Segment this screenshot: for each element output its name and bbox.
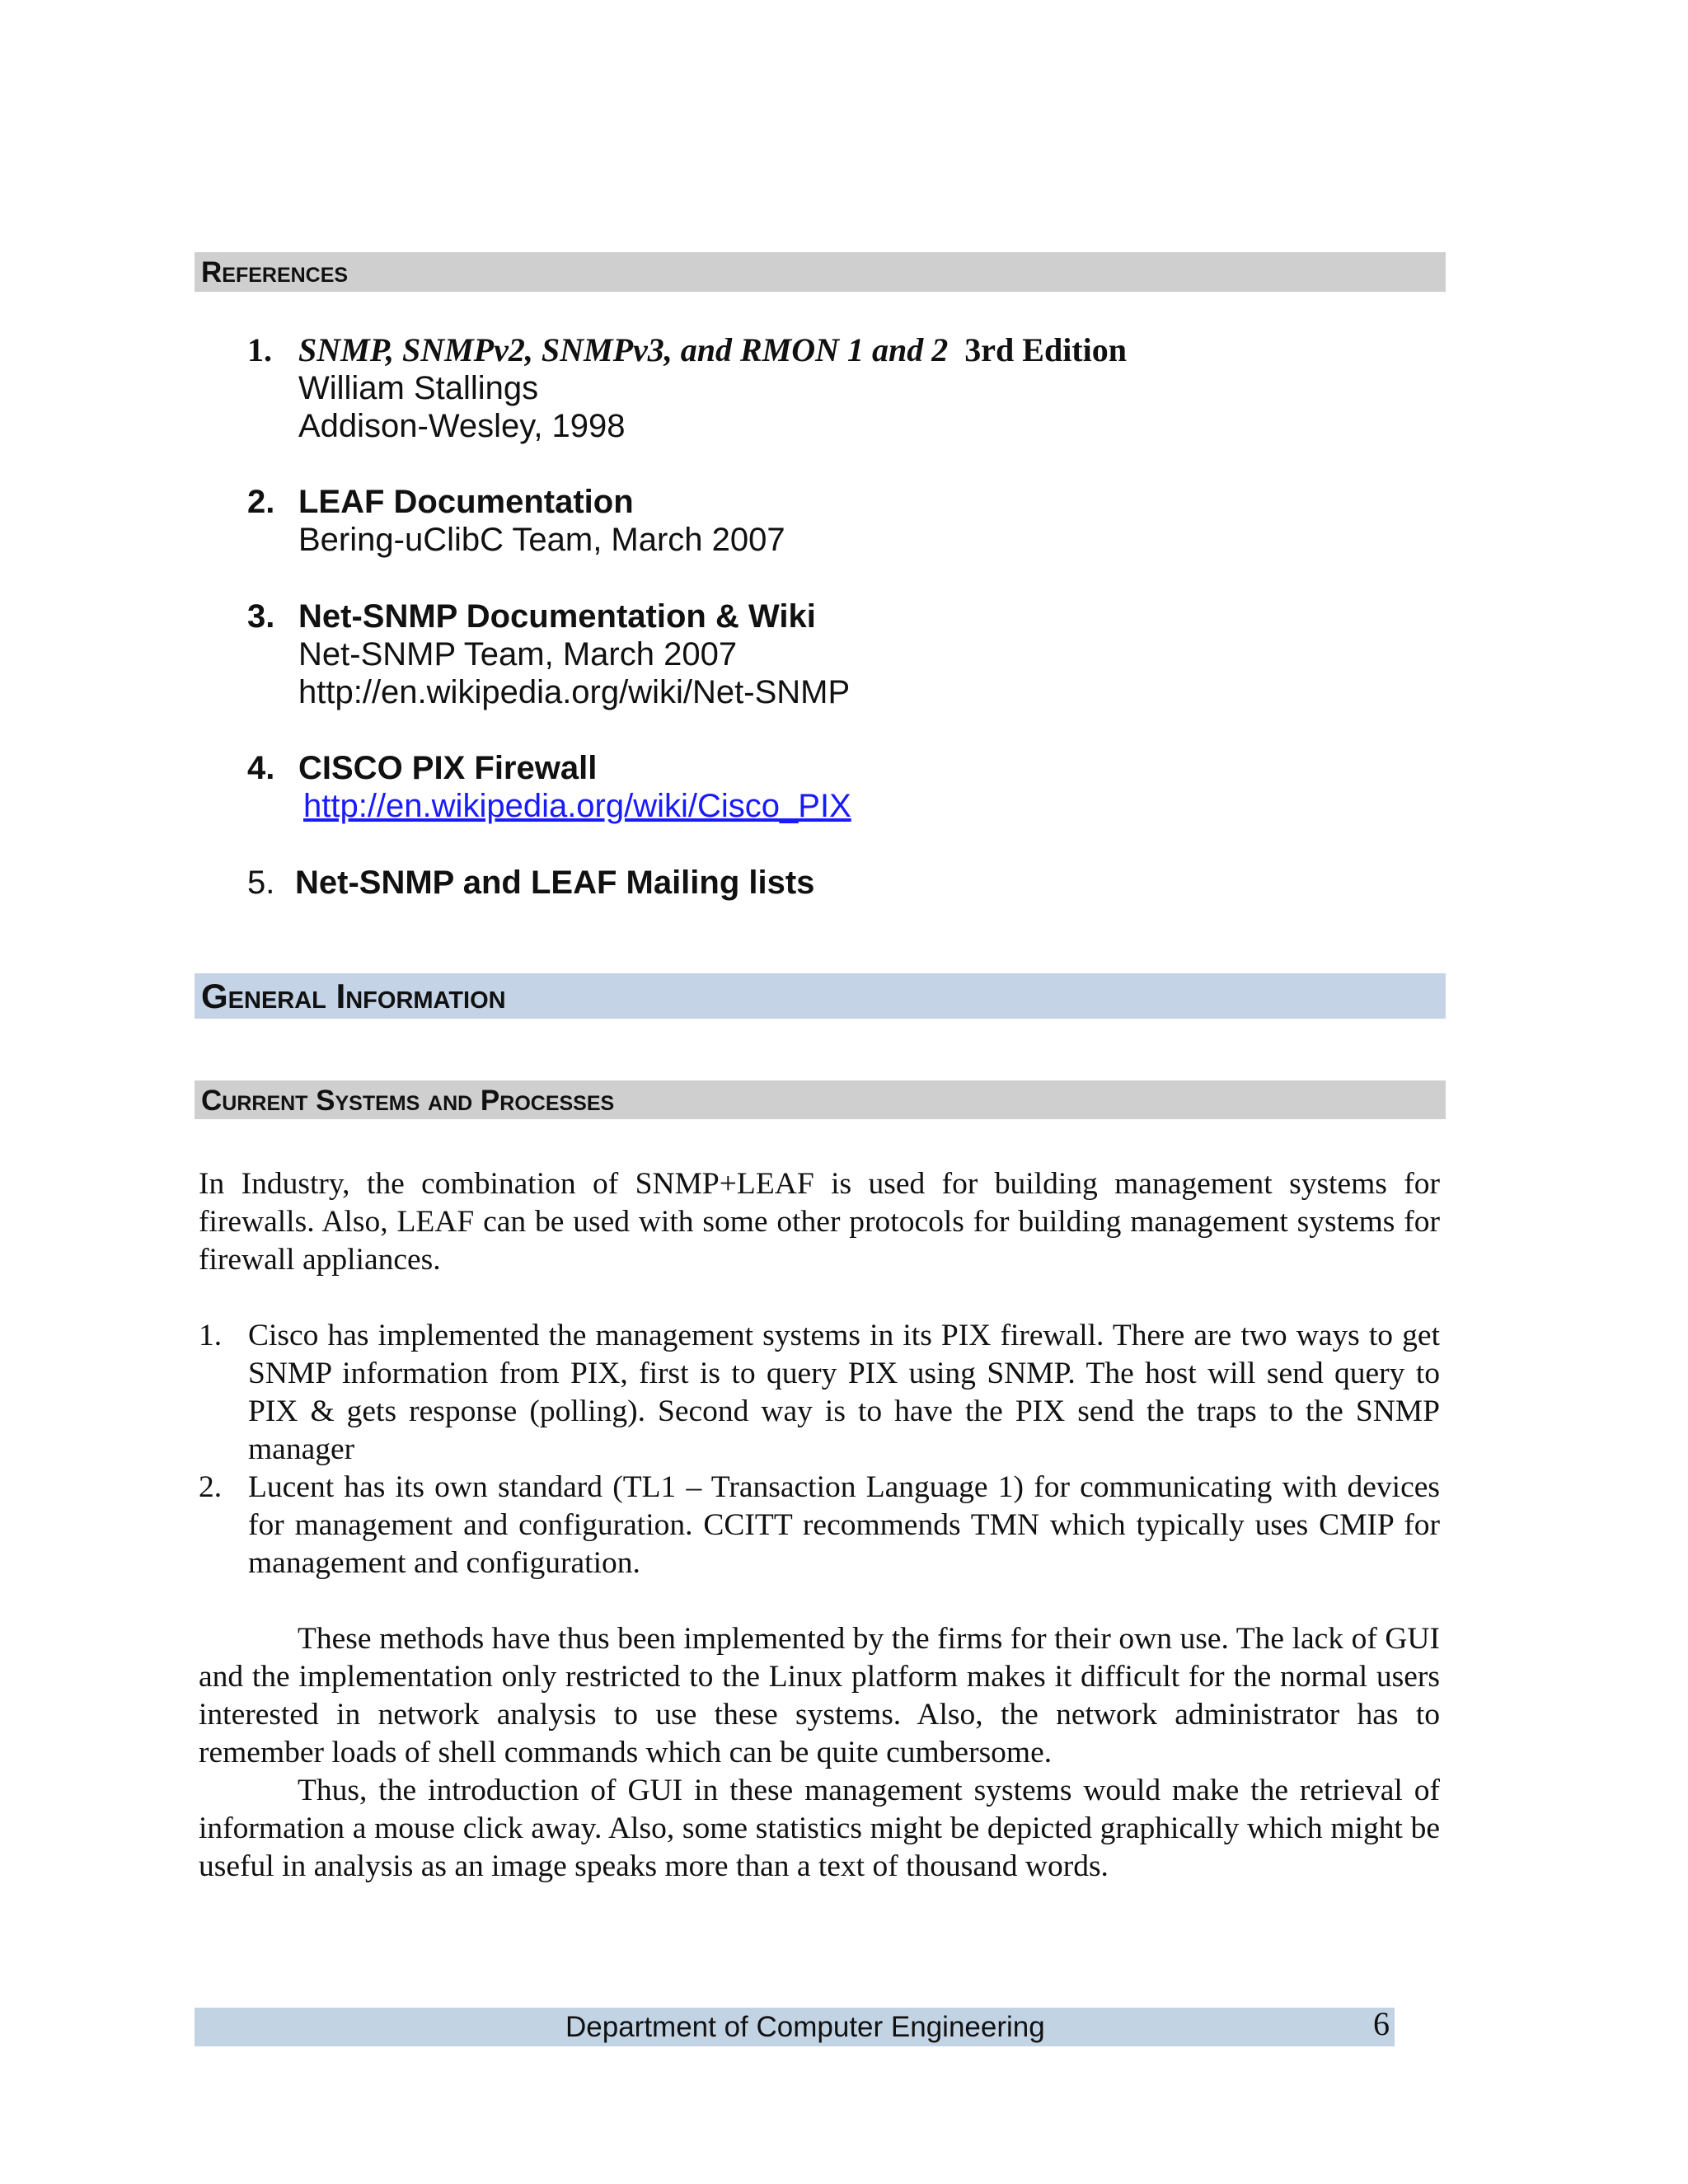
reference-title bbox=[298, 331, 1127, 369]
reference-number: 2. bbox=[247, 484, 275, 520]
list-item-text: Cisco has implemented the management systems in its PIX firewall. There are two ways to get SNMP information from PIX, first is to query PIX using SNMP. The host will send query to PIX & gets response (polling). Second way is to have the PIX send the traps to the SNMP manager bbox=[248, 1319, 1440, 1466]
reference-url: http://en.wikipedia.org/wiki/Net-SNMP bbox=[298, 674, 851, 710]
paragraph-gui: Thus, the introduction of GUI in these management systems would make the retrieval of information a mouse click away. Also, some statistics might be depicted graphically which might be useful in analysis as an image speaks more than a text of thousand words. bbox=[199, 1774, 1440, 1883]
reference-author: William Stallings bbox=[298, 370, 539, 406]
reference-title: LEAF Documentation bbox=[298, 484, 634, 520]
reference-number: 5. bbox=[247, 865, 275, 901]
list-item-number: 2. bbox=[199, 1470, 223, 1504]
footer-department: Department of Computer Engineering bbox=[565, 2011, 1045, 2043]
intro-text: In Industry, the combination of SNMP+LEAF is used for building management systems for firewalls. Also, LEAF can be used with some other protocols for building management systems for firewall appliances. bbox=[199, 1167, 1440, 1277]
list-item-number: 1. bbox=[199, 1319, 223, 1352]
list-item-text: Lucent has its own standard (TL1 – Transaction Language 1) for communicating with devices for management and configuration. CCITT recommends TMN which typically uses CMIP for management and configuration. bbox=[248, 1470, 1440, 1580]
general-information-heading-text: General Information bbox=[201, 977, 506, 1015]
intro-paragraph bbox=[199, 1165, 1440, 1279]
reference-number: 3. bbox=[247, 598, 275, 635]
reference-link[interactable]: http://en.wikipedia.org/wiki/Cisco_PIX bbox=[303, 788, 851, 824]
reference-title: CISCO PIX Firewall bbox=[298, 750, 598, 786]
reference-publisher: Addison-Wesley, 1998 bbox=[298, 408, 626, 444]
page-footer bbox=[195, 2005, 1395, 2046]
reference-title-edition: 3rd Edition bbox=[964, 331, 1127, 368]
reference-author: Bering-uClibC Team, March 2007 bbox=[298, 522, 785, 558]
general-information-heading bbox=[195, 973, 1446, 1019]
reference-title: Net-SNMP and LEAF Mailing lists bbox=[295, 865, 815, 901]
paragraph-methods: These methods have thus been implemented by the firms for their own use. The lack of GUI and the implementation only restricted to the Linux platform makes it difficult for the normal users interested in network analysis to use these systems. Also, the network administrator has to remember loads of shell commands which can be quite cumbersome. bbox=[199, 1622, 1440, 1769]
closing-paragraphs bbox=[199, 1620, 1440, 1886]
reference-number: 1. bbox=[247, 331, 272, 368]
references-heading-text: References bbox=[201, 256, 349, 288]
list-item bbox=[199, 1469, 1440, 1582]
references-heading bbox=[195, 252, 1446, 292]
reference-title-italic: SNMP, SNMPv2, SNMPv3, and RMON 1 and 2 bbox=[298, 331, 949, 368]
reference-author: Net-SNMP Team, March 2007 bbox=[298, 636, 738, 673]
current-systems-heading bbox=[195, 1080, 1446, 1119]
reference-number: 4. bbox=[247, 750, 275, 786]
reference-title: Net-SNMP Documentation & Wiki bbox=[298, 598, 816, 635]
current-systems-heading-text: Current Systems and Processes bbox=[201, 1085, 615, 1117]
list-item bbox=[199, 1317, 1440, 1469]
systems-list bbox=[199, 1317, 1440, 1582]
page-number: 6 bbox=[1373, 2005, 1390, 2042]
